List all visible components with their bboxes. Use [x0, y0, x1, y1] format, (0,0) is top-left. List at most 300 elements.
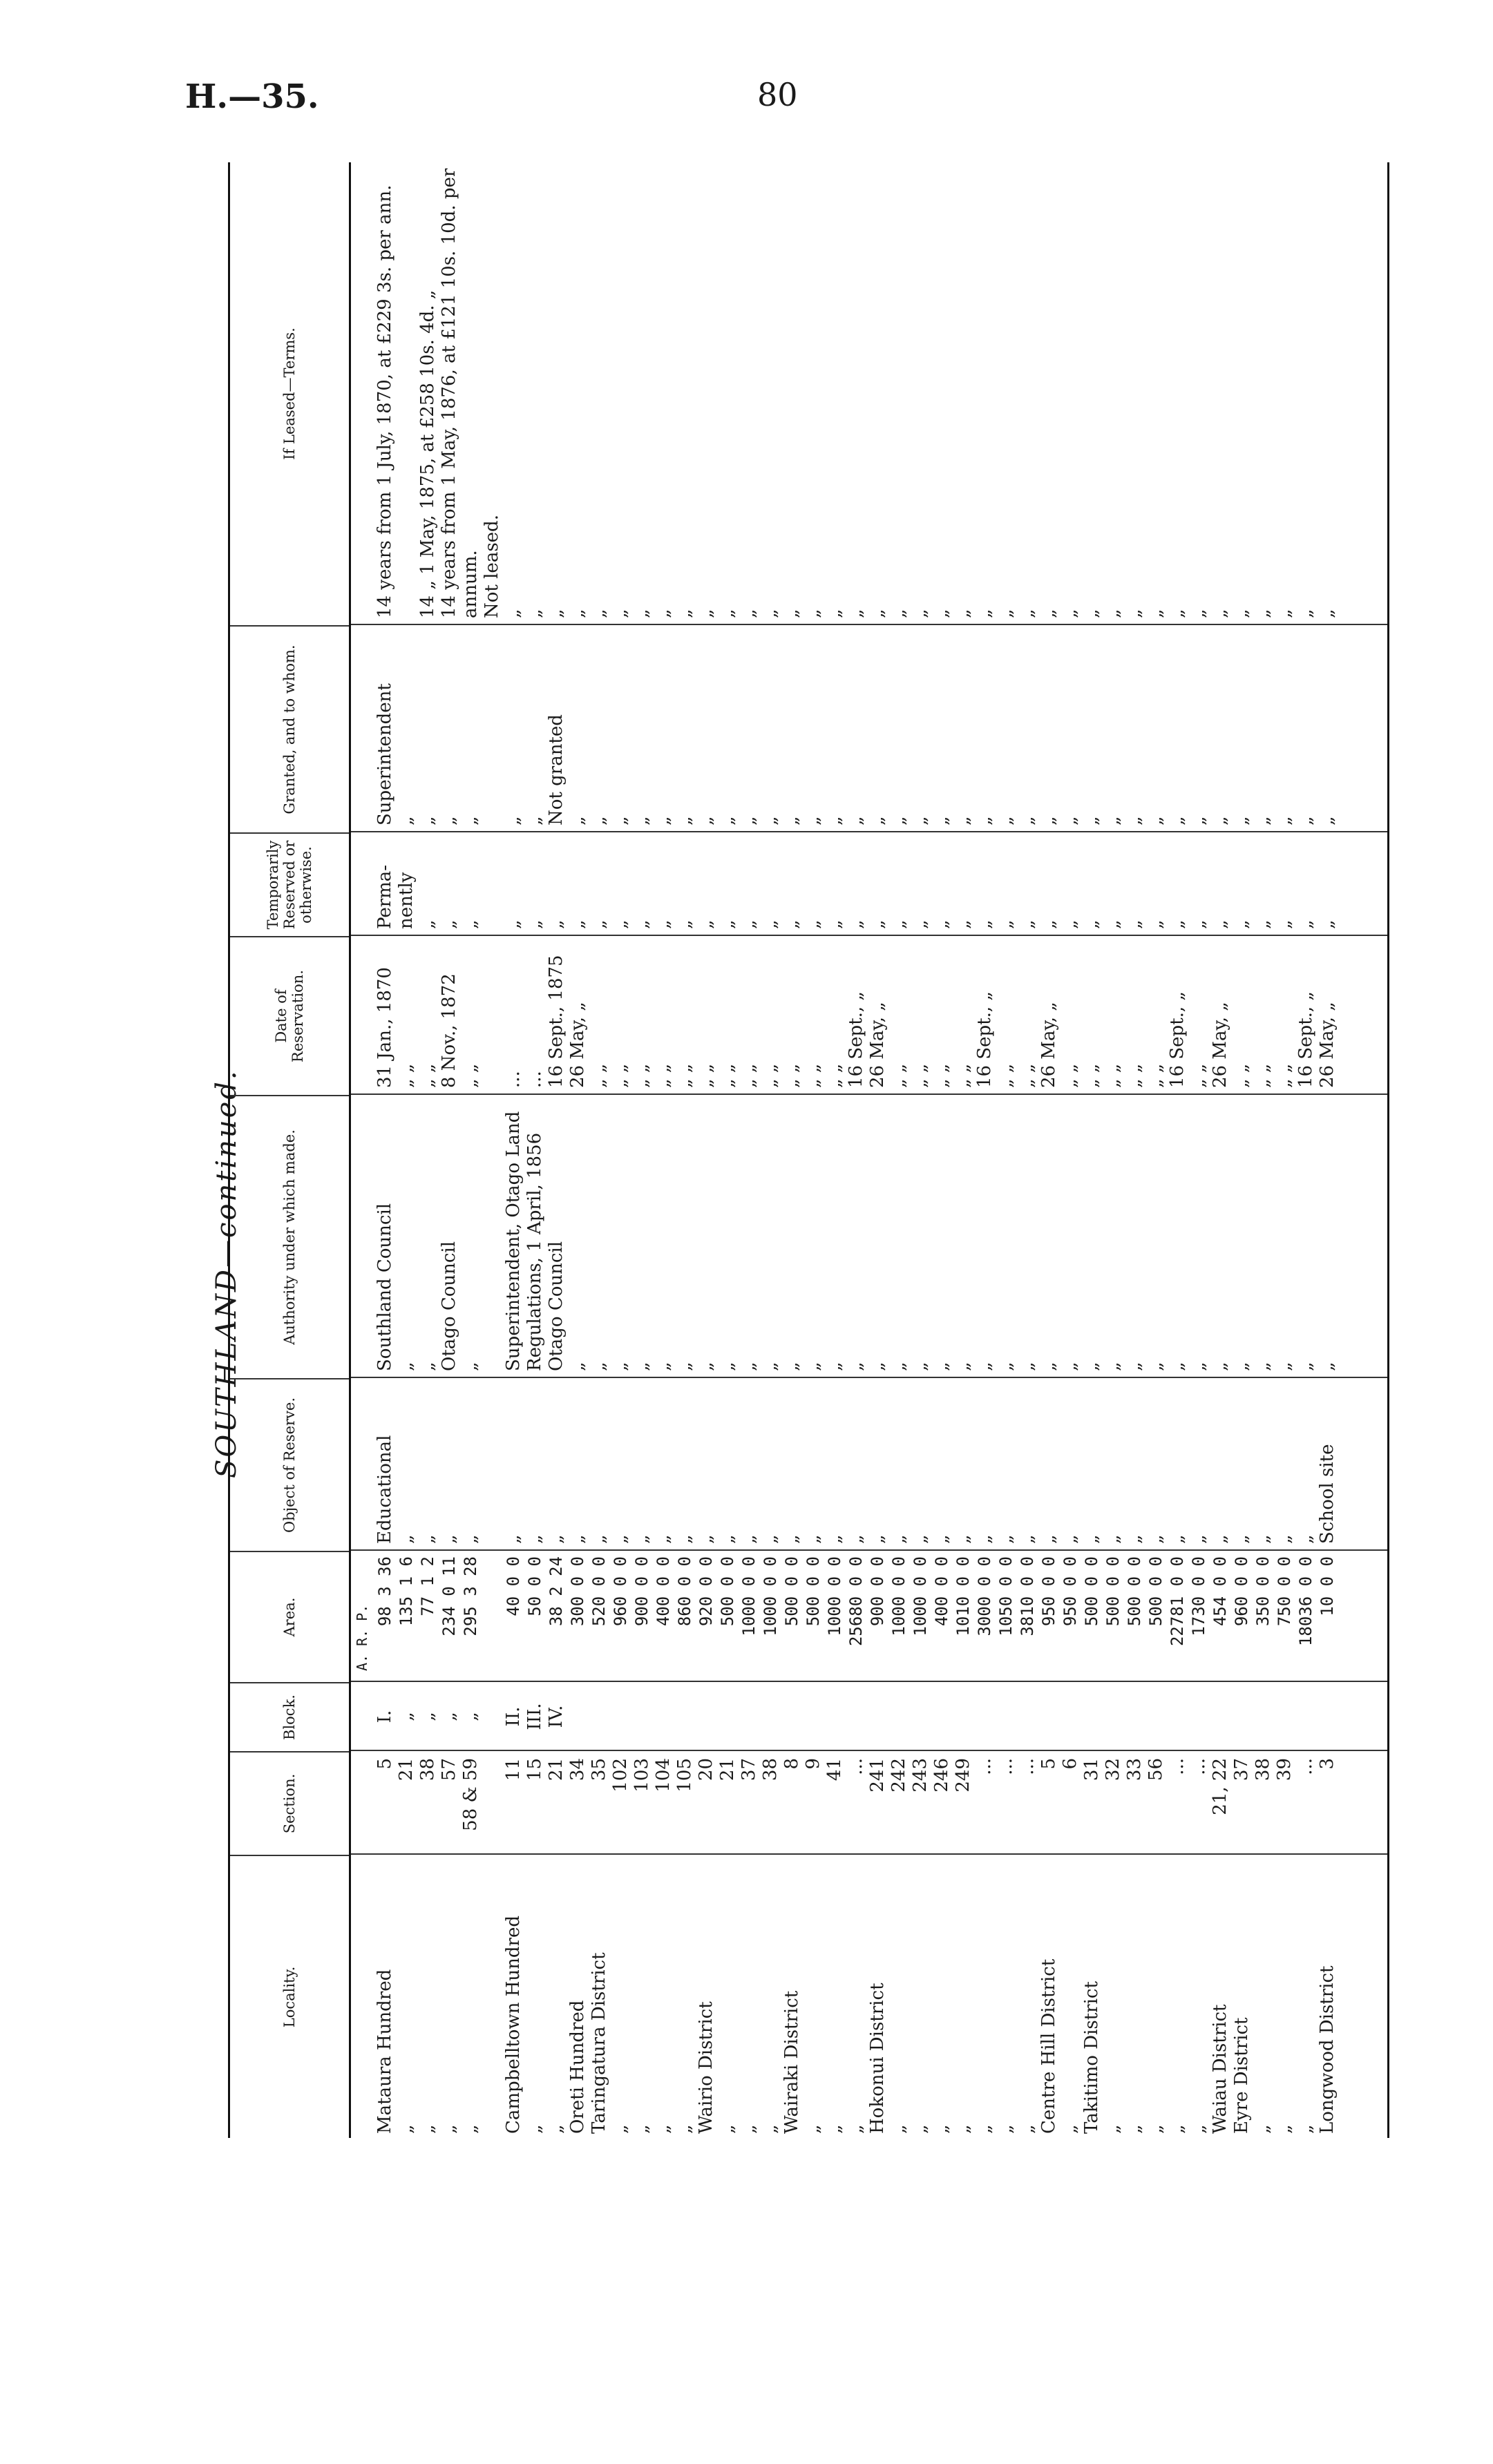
cell-block	[717, 1682, 739, 1751]
cell-locality: „	[996, 2124, 1016, 2134]
cell-area: 40 0 0	[504, 1556, 523, 1616]
cell-object: „	[1038, 1534, 1059, 1544]
cell-area: 25680 0 0	[846, 1556, 866, 1647]
cell-section: 21	[396, 1758, 417, 1782]
header-block: Block.	[230, 1682, 349, 1751]
table-row	[760, 162, 781, 2138]
cell-locality: „	[417, 2124, 438, 2134]
cell-temporarily: „	[760, 919, 781, 929]
cell-block: „	[417, 1712, 438, 1721]
cell-section: 6	[1060, 1758, 1081, 1770]
cell-authority: „	[1038, 1362, 1059, 1371]
cell-section: 34	[567, 1758, 588, 1782]
cell-date: „ „	[824, 1063, 845, 1088]
cell-block	[1038, 1682, 1060, 1751]
cell-granted: „	[867, 816, 888, 825]
cell-authority: „	[1253, 1362, 1273, 1371]
cell-object: „	[717, 1534, 738, 1544]
cell-terms: „	[696, 609, 716, 618]
cell-object: „	[546, 1534, 567, 1544]
table-row	[781, 162, 803, 2138]
cell-area: 234 0 11	[439, 1556, 459, 1636]
cell-authority: „	[1060, 1362, 1081, 1371]
cell-locality: „	[953, 2124, 973, 2134]
cell-authority: „	[653, 1362, 674, 1371]
cell-section: 37	[1231, 1758, 1252, 1782]
cell-temporarily: „	[867, 919, 888, 929]
cell-section: 242	[888, 1758, 909, 1793]
cell-locality: „	[524, 2124, 545, 2134]
cell-block	[781, 1682, 803, 1751]
cell-granted: „	[1317, 816, 1338, 825]
table-row	[396, 162, 417, 2138]
cell-authority: „	[631, 1362, 652, 1371]
cell-temporarily: „	[781, 919, 802, 929]
cell-area: 1000 0 0	[889, 1556, 909, 1636]
cell-object: „	[610, 1534, 631, 1544]
table-row	[1231, 162, 1253, 2138]
cell-block	[1274, 1682, 1295, 1751]
cell-terms: „	[1210, 609, 1230, 618]
cell-section: ...	[1017, 1758, 1038, 1775]
cell-granted: „	[1081, 816, 1102, 825]
cell-granted: „	[888, 816, 909, 825]
cell-authority: „	[781, 1362, 802, 1371]
cell-granted: „	[503, 816, 524, 825]
cell-terms: „	[1103, 609, 1123, 618]
cell-area: 135 1 6	[397, 1556, 416, 1627]
cell-date: 26 May, „	[567, 1002, 588, 1088]
cell-granted: „	[589, 816, 609, 825]
cell-date: „ „	[1231, 1063, 1252, 1088]
cell-date: „ „	[653, 1063, 674, 1088]
cell-object: „	[589, 1534, 609, 1544]
cell-block	[1103, 1682, 1124, 1751]
cell-object: „	[696, 1534, 716, 1544]
cell-object: „	[1124, 1534, 1145, 1544]
cell-granted: „	[396, 816, 417, 825]
header-object: Object of Reserve.	[230, 1378, 349, 1551]
cell-block	[1017, 1682, 1038, 1751]
header-date: Date of Reservation.	[230, 936, 349, 1095]
cell-terms: „	[739, 609, 759, 618]
cell-date: 16 Sept., „	[1167, 991, 1188, 1088]
cell-object: „	[803, 1534, 824, 1544]
cell-date	[482, 936, 503, 1095]
cell-section: ...	[1167, 1758, 1188, 1775]
cell-temporarily: „	[439, 919, 459, 929]
cell-area: 500 0 0	[718, 1556, 737, 1627]
cell-section: 20	[696, 1758, 716, 1782]
cell-temporarily: „	[653, 919, 674, 929]
cell-date: „ „	[1060, 1063, 1081, 1088]
cell-granted: „	[1145, 816, 1166, 825]
table-row	[1317, 162, 1338, 2138]
cell-object: „	[1060, 1534, 1081, 1544]
table-row	[696, 162, 717, 2138]
table-row	[1167, 162, 1188, 2138]
cell-authority: „	[417, 1362, 438, 1371]
table-row	[1038, 162, 1060, 2138]
cell-block	[739, 1682, 760, 1751]
cell-block: II.	[503, 1706, 524, 1727]
cell-area: 750 0 0	[1275, 1556, 1294, 1627]
cell-temporarily: „	[1081, 919, 1102, 929]
table-header	[228, 162, 351, 2138]
cell-granted: „	[996, 816, 1016, 825]
cell-date: „ „	[396, 1063, 417, 1088]
cell-granted: „	[1017, 816, 1038, 825]
cell-temporarily: „	[1167, 919, 1188, 929]
table-row	[867, 162, 888, 2138]
cell-area: 22781 0 0	[1168, 1556, 1187, 1647]
table-row	[417, 162, 439, 2138]
cell-section: 11	[503, 1758, 524, 1782]
cell-object: „	[1167, 1534, 1188, 1544]
cell-terms: „	[1017, 609, 1038, 618]
cell-authority: „	[1124, 1362, 1145, 1371]
cell-block	[953, 1682, 974, 1751]
cell-object: „	[781, 1534, 802, 1544]
cell-granted: „	[803, 816, 824, 825]
cell-object: „	[567, 1534, 588, 1544]
cell-locality: „	[931, 2124, 952, 2134]
cell-object: „	[1145, 1534, 1166, 1544]
cell-section: 38	[417, 1758, 438, 1782]
cell-terms: „	[910, 609, 931, 618]
cell-section: 5	[374, 1758, 395, 1770]
cell-section: ...	[1188, 1758, 1209, 1775]
section-title: SOUTHLAND—continued.	[211, 1069, 243, 1478]
cell-granted: „	[910, 816, 931, 825]
cell-granted: „	[781, 816, 802, 825]
cell-authority: „	[867, 1362, 888, 1371]
cell-object: „	[867, 1534, 888, 1544]
cell-object: „	[1103, 1534, 1123, 1544]
cell-authority: „	[739, 1362, 759, 1371]
cell-area: 18036 0 0	[1296, 1556, 1315, 1647]
cell-terms: „	[567, 609, 588, 618]
cell-date: „ „	[674, 1063, 695, 1088]
table-row	[524, 162, 546, 2138]
cell-area: 920 0 0	[696, 1556, 716, 1627]
cell-locality: „	[1060, 2124, 1081, 2134]
cell-date: „ „	[1145, 1063, 1166, 1088]
cell-area: 3810 0 0	[1018, 1556, 1037, 1636]
cell-granted: „	[974, 816, 995, 825]
cell-granted: „	[1231, 816, 1252, 825]
cell-terms: 14 years from 1 July, 1870, at £229 3s. per ann.	[374, 184, 395, 618]
cell-block: „	[396, 1712, 417, 1721]
cell-locality: „	[1017, 2124, 1038, 2134]
cell-section: 105	[674, 1758, 695, 1793]
cell-area: 400 0 0	[654, 1556, 673, 1627]
cell-date: „ „	[1103, 1063, 1123, 1088]
cell-area: 500 0 0	[1125, 1556, 1144, 1627]
cell-section: 31	[1081, 1758, 1102, 1782]
cell-area: 1000 0 0	[911, 1556, 930, 1636]
cell-block	[974, 1682, 996, 1751]
cell-temporarily: Perma-	[374, 864, 395, 929]
cell-locality: „	[610, 2124, 631, 2134]
cell-block	[1060, 1682, 1081, 1751]
cell-temporarily: „	[803, 919, 824, 929]
cell-section: 8	[781, 1758, 802, 1770]
cell-area: 98 3 36	[375, 1556, 394, 1627]
cell-temporarily: „	[674, 919, 695, 929]
cell-temporarily: „	[717, 919, 738, 929]
cell-section: 104	[653, 1758, 674, 1793]
cell-temporarily: „	[1060, 919, 1081, 929]
cell-authority: Superintendent, Otago Land	[503, 1111, 524, 1371]
cell-area: 1000 0 0	[825, 1556, 844, 1636]
cell-area: 960 0 0	[1232, 1556, 1251, 1627]
cell-object: „	[631, 1534, 652, 1544]
cell-locality: „	[1103, 2124, 1123, 2134]
cell-section: 38	[760, 1758, 781, 1782]
cell-temporarily: „	[696, 919, 716, 929]
header-temporarily: Temporarily Reserved or otherwise.	[230, 832, 349, 936]
cell-locality: „	[1253, 2124, 1273, 2134]
cell-section: 5	[1038, 1758, 1059, 1770]
cell-object: „	[953, 1534, 973, 1544]
cell-block	[567, 1682, 589, 1751]
cell-terms: „	[846, 609, 866, 618]
cell-section: 102	[610, 1758, 631, 1793]
page-number: 80	[757, 76, 798, 113]
cell-area: 500 0 0	[1146, 1556, 1166, 1627]
cell-locality: Wairaki District	[781, 1990, 802, 2134]
cell-locality: „	[396, 2124, 417, 2134]
cell-terms: „	[931, 609, 952, 618]
cell-terms: „	[717, 609, 738, 618]
cell-granted: „	[1274, 816, 1295, 825]
cell-granted: „	[460, 816, 481, 825]
cell-terms: „	[674, 609, 695, 618]
cell-granted: „	[674, 816, 695, 825]
table-row	[1210, 162, 1231, 2138]
cell-date: „ „	[631, 1063, 652, 1088]
cell-granted: „	[953, 816, 973, 825]
cell-terms: „	[1081, 609, 1102, 618]
cell-temporarily: „	[1295, 919, 1316, 929]
cell-area: 10 0 0	[1318, 1556, 1337, 1616]
table-row	[974, 162, 996, 2138]
cell-area: 454 0 0	[1210, 1556, 1230, 1627]
cell-terms: „	[1124, 609, 1145, 618]
cell-locality: „	[674, 2124, 695, 2134]
table-row	[439, 162, 460, 2138]
cell-terms: „	[546, 609, 567, 618]
cell-authority: „	[996, 1362, 1016, 1371]
header-terms: If Leased—Terms.	[281, 327, 298, 460]
table-row	[1124, 162, 1145, 2138]
cell-temporarily: „	[888, 919, 909, 929]
cell-section: 241	[867, 1758, 888, 1793]
cell-temporarily: „	[1017, 919, 1038, 929]
cell-section: 21	[717, 1758, 738, 1782]
cell-block	[674, 1682, 696, 1751]
header-section: Section.	[230, 1751, 349, 1855]
cell-section: 15	[524, 1758, 545, 1782]
cell-locality: Waiau District	[1210, 2004, 1230, 2134]
cell-temporarily: „	[1124, 919, 1145, 929]
cell-locality: „	[1145, 2124, 1166, 2134]
table-row	[503, 162, 524, 2138]
cell-granted: „	[1103, 816, 1123, 825]
area-units: A. R. P.	[354, 1604, 370, 1671]
cell-block	[631, 1682, 653, 1751]
cell-temporarily: „	[1231, 919, 1252, 929]
cell-authority: „	[589, 1362, 609, 1371]
cell-authority: „	[1145, 1362, 1166, 1371]
cell-granted: „	[1210, 816, 1230, 825]
cell-terms: „	[1145, 609, 1166, 618]
table-body	[351, 162, 1389, 2138]
cell-section: 21, 22	[1210, 1758, 1230, 1815]
cell-area: 500 0 0	[1103, 1556, 1123, 1627]
cell-date: „ „	[717, 1063, 738, 1088]
cell-area: 50 0 0	[525, 1556, 544, 1616]
cell-object: „	[1210, 1534, 1230, 1544]
cell-temporarily	[482, 832, 503, 936]
cell-section: 3	[1317, 1758, 1338, 1770]
cell-object: School site	[1317, 1444, 1338, 1544]
cell-block	[653, 1682, 674, 1751]
table-row	[610, 162, 631, 2138]
cell-locality: „	[760, 2124, 781, 2134]
cell-authority: „	[567, 1362, 588, 1371]
cell-object: „	[974, 1534, 995, 1544]
cell-block	[482, 1682, 503, 1751]
cell-locality: „	[910, 2124, 931, 2134]
cell-locality: Hokonui District	[867, 1983, 888, 2134]
cell-area: 500 0 0	[1082, 1556, 1101, 1627]
cell-terms: „	[760, 609, 781, 618]
cell-locality: „	[717, 2124, 738, 2134]
cell-temporarily: „	[1317, 919, 1338, 929]
cell-section: 39	[1274, 1758, 1295, 1782]
cell-terms: „	[1167, 609, 1188, 618]
cell-area: 900 0 0	[632, 1556, 652, 1627]
cell-authority: „	[1295, 1362, 1316, 1371]
cell-area: 1050 0 0	[996, 1556, 1016, 1636]
cell-temporarily: „	[1103, 919, 1123, 929]
cell-temporarily: „	[631, 919, 652, 929]
table-row	[1274, 162, 1295, 2138]
cell-terms: „	[1274, 609, 1295, 618]
cell-block	[824, 1682, 846, 1751]
cell-object: „	[824, 1534, 845, 1544]
table-row	[888, 162, 910, 2138]
table-row	[803, 162, 824, 2138]
cell-date: 26 May, „	[1038, 1002, 1059, 1088]
cell-area: 3000 0 0	[975, 1556, 994, 1636]
table-row	[546, 162, 567, 2138]
table-row	[1295, 162, 1317, 2138]
cell-granted: „	[1167, 816, 1188, 825]
cell-object: „	[460, 1534, 481, 1544]
cell-granted: „	[739, 816, 759, 825]
cell-block	[1145, 1682, 1167, 1751]
cell-authority: „	[717, 1362, 738, 1371]
cell-authority: „	[1167, 1362, 1188, 1371]
cell-date: „ „	[610, 1063, 631, 1088]
cell-locality: Oreti Hundred	[567, 2000, 588, 2134]
header-granted: Granted, and to whom.	[230, 625, 349, 832]
cell-area: 1000 0 0	[739, 1556, 759, 1636]
cell-date: „ „	[996, 1063, 1016, 1088]
cell-date: „ „	[1188, 1063, 1209, 1088]
cell-temporarily: „	[1038, 919, 1059, 929]
cell-granted: „	[524, 816, 545, 825]
cell-area: 520 0 0	[589, 1556, 609, 1627]
cell-block	[1295, 1682, 1317, 1751]
cell-terms: „	[824, 609, 845, 618]
cell-temporarily: „	[1253, 919, 1273, 929]
cell-area: 900 0 0	[868, 1556, 887, 1627]
table-row	[996, 162, 1017, 2138]
cell-authority: „	[803, 1362, 824, 1371]
cell-terms: „	[589, 609, 609, 618]
cell-authority: „	[396, 1362, 417, 1371]
cell-granted: „	[439, 816, 459, 825]
cell-authority: Otago Council	[439, 1241, 459, 1371]
cell-date: 8 Nov., 1872	[439, 973, 459, 1088]
cell-section: 35	[589, 1758, 609, 1782]
cell-temporarily: „	[610, 919, 631, 929]
cell-object: Educational	[374, 1435, 395, 1544]
cell-date: „ „	[1017, 1063, 1038, 1088]
cell-locality	[482, 1855, 503, 2138]
cell-temporarily: „	[910, 919, 931, 929]
cell-date: „ „	[460, 1063, 481, 1088]
table-row	[1253, 162, 1274, 2138]
cell-terms: „	[803, 609, 824, 618]
cell-authority: Otago Council	[546, 1241, 567, 1371]
cell-block	[931, 1682, 953, 1751]
cell-terms: „	[1317, 609, 1338, 618]
table-row	[674, 162, 696, 2138]
cell-temporarily: „	[1188, 919, 1209, 929]
cell-terms: „	[1231, 609, 1252, 618]
cell-date: „ „	[888, 1063, 909, 1088]
cell-block	[888, 1682, 910, 1751]
cell-locality: „	[1188, 2124, 1209, 2134]
reserves-table	[228, 162, 1389, 2138]
cell-date: 26 May, „	[1210, 1002, 1230, 1088]
cell-area: 1000 0 0	[761, 1556, 780, 1636]
cell-date: „ „	[696, 1063, 716, 1088]
cell-section: 38	[1253, 1758, 1273, 1782]
cell-granted: „	[717, 816, 738, 825]
cell-terms: „	[953, 609, 973, 618]
cell-temporarily: „	[824, 919, 845, 929]
cell-date: 16 Sept., „	[974, 991, 995, 1088]
cell-object: „	[1253, 1534, 1273, 1544]
cell-object: „	[396, 1534, 417, 1544]
cell-granted: „	[846, 816, 866, 825]
cell-locality: Eyre District	[1231, 2017, 1252, 2134]
cell-temporarily: „	[953, 919, 973, 929]
cell-date: „ „	[589, 1063, 609, 1088]
cell-temporarily: „	[846, 919, 866, 929]
cell-block	[696, 1682, 717, 1751]
cell-terms: „	[1295, 609, 1316, 618]
cell-granted: „	[824, 816, 845, 825]
cell-date: 16 Sept., 1875	[546, 955, 567, 1088]
cell-section: 32	[1103, 1758, 1123, 1782]
